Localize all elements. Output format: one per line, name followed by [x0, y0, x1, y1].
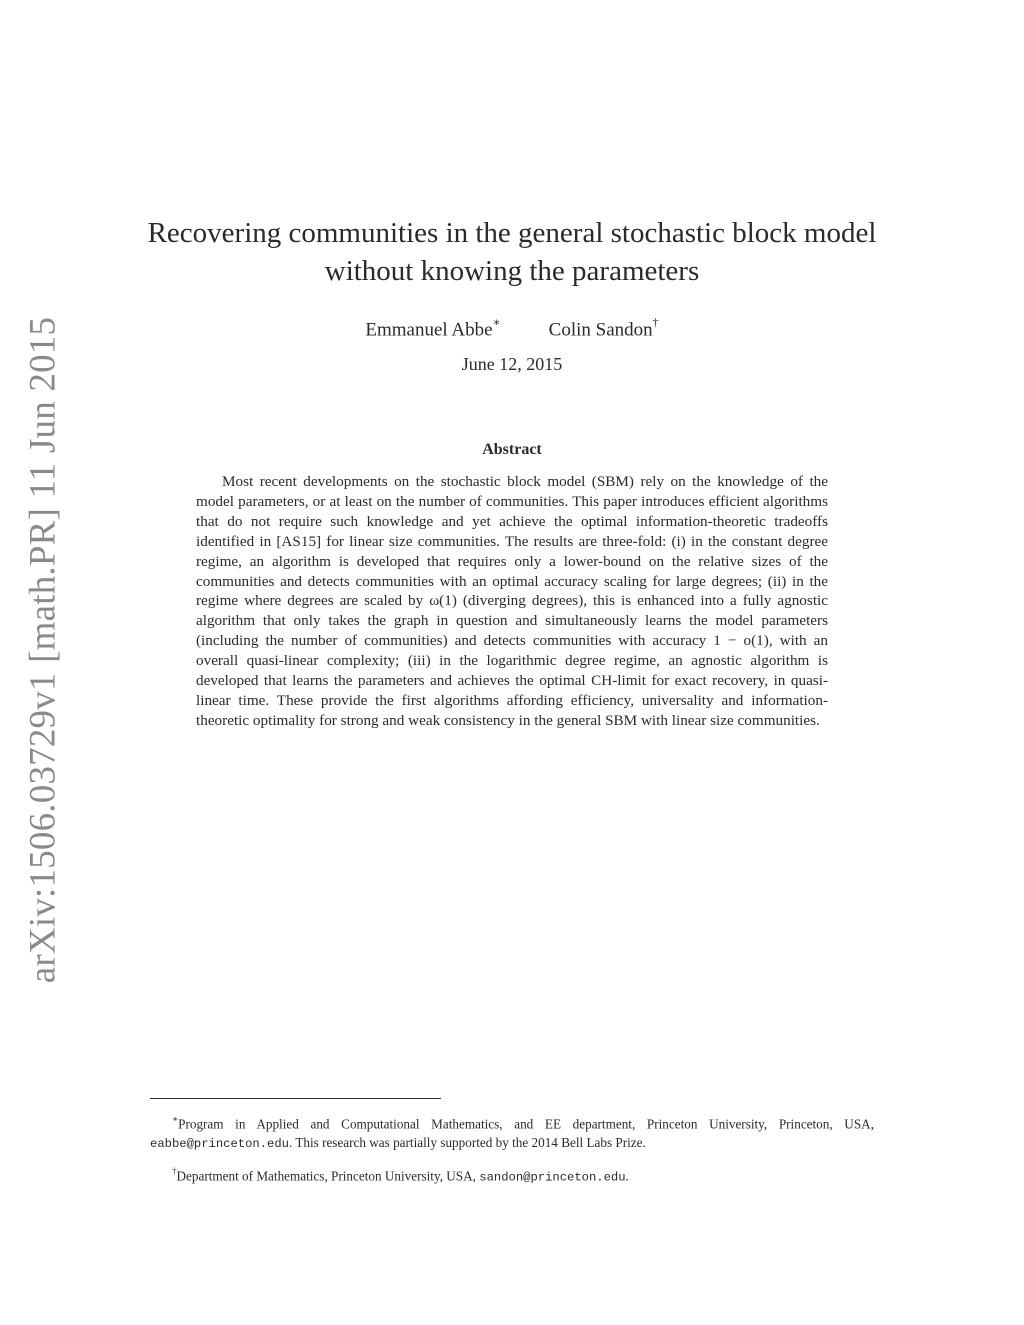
footnote-text: . This research was partially supported by the 2014 Bell Labs Prize.	[288, 1134, 646, 1150]
publication-date: June 12, 2015	[461, 354, 563, 374]
footnote-mark: †	[172, 1165, 177, 1176]
author-footnote-mark: †	[652, 315, 659, 329]
author-name: Colin Sandon	[548, 319, 653, 341]
title-line-2: without knowing the parameters	[324, 255, 700, 287]
footnote-text: Program in Applied and Computational Mathematics, and EE department, Princeton University, Princeton, USA,	[178, 1116, 874, 1132]
footnote-rule	[150, 1098, 441, 1099]
abstract-heading: Abstract	[482, 441, 542, 458]
email-link-abbe[interactable]: eabbe@princeton.edu	[150, 1136, 289, 1151]
email-link-sandon[interactable]: sandon@princeton.edu	[479, 1170, 626, 1185]
paper-title	[0, 214, 1024, 290]
author-sandon	[549, 312, 659, 342]
author-abbe	[365, 312, 500, 342]
abstract-body: Most recent developments on the stochastic block model (SBM) rely on the knowledge of the model parameters, or at least on the number of communities. This paper introduces efficient algorithms that do not require such knowledge and yet achieve the optimal information-theoretic tradeoffs identified in [AS15] for linear size communities. The results are three-fold: (i) in the constant degree regime, an algorithm is developed that requires only a lower-bound on the relative sizes of the communities and detects communities with an optimal accuracy scaling for large degrees; (ii) in the regime where degrees are scaled by ω(1) (diverging degrees), this is enhanced into a fully agnostic algorithm that only takes the graph in question and simultaneously learns the model parameters (including the number of communities) and detects communities with accuracy 1 − o(1), with an overall quasi-linear complexity; (iii) in the logarithmic degree regime, an agnostic algorithm is developed that learns the parameters and achieves the optimal CH-limit for exact recovery, in quasi-linear time. These provide the first algorithms affording efficiency, universality and information-theoretic optimality for strong and weak consistency in the general SBM with linear size communities.	[196, 473, 828, 729]
footnote-mark: ∗	[172, 1114, 179, 1124]
author-list	[0, 312, 1024, 342]
footnote-text: Department of Mathematics, Princeton University, USA,	[176, 1168, 480, 1184]
author-name: Emmanuel Abbe	[365, 319, 493, 341]
footnote-text: .	[625, 1168, 629, 1184]
arxiv-identifier-stamp: arXiv:1506.03729v1 [math.PR] 11 Jun 2015	[22, 316, 64, 984]
footnote-abbe	[150, 1111, 874, 1153]
title-line-1: Recovering communities in the general stochastic block model	[147, 217, 877, 249]
footnote-sandon	[150, 1163, 874, 1187]
author-footnote-mark: ∗	[492, 315, 501, 329]
footnotes	[150, 1111, 874, 1186]
